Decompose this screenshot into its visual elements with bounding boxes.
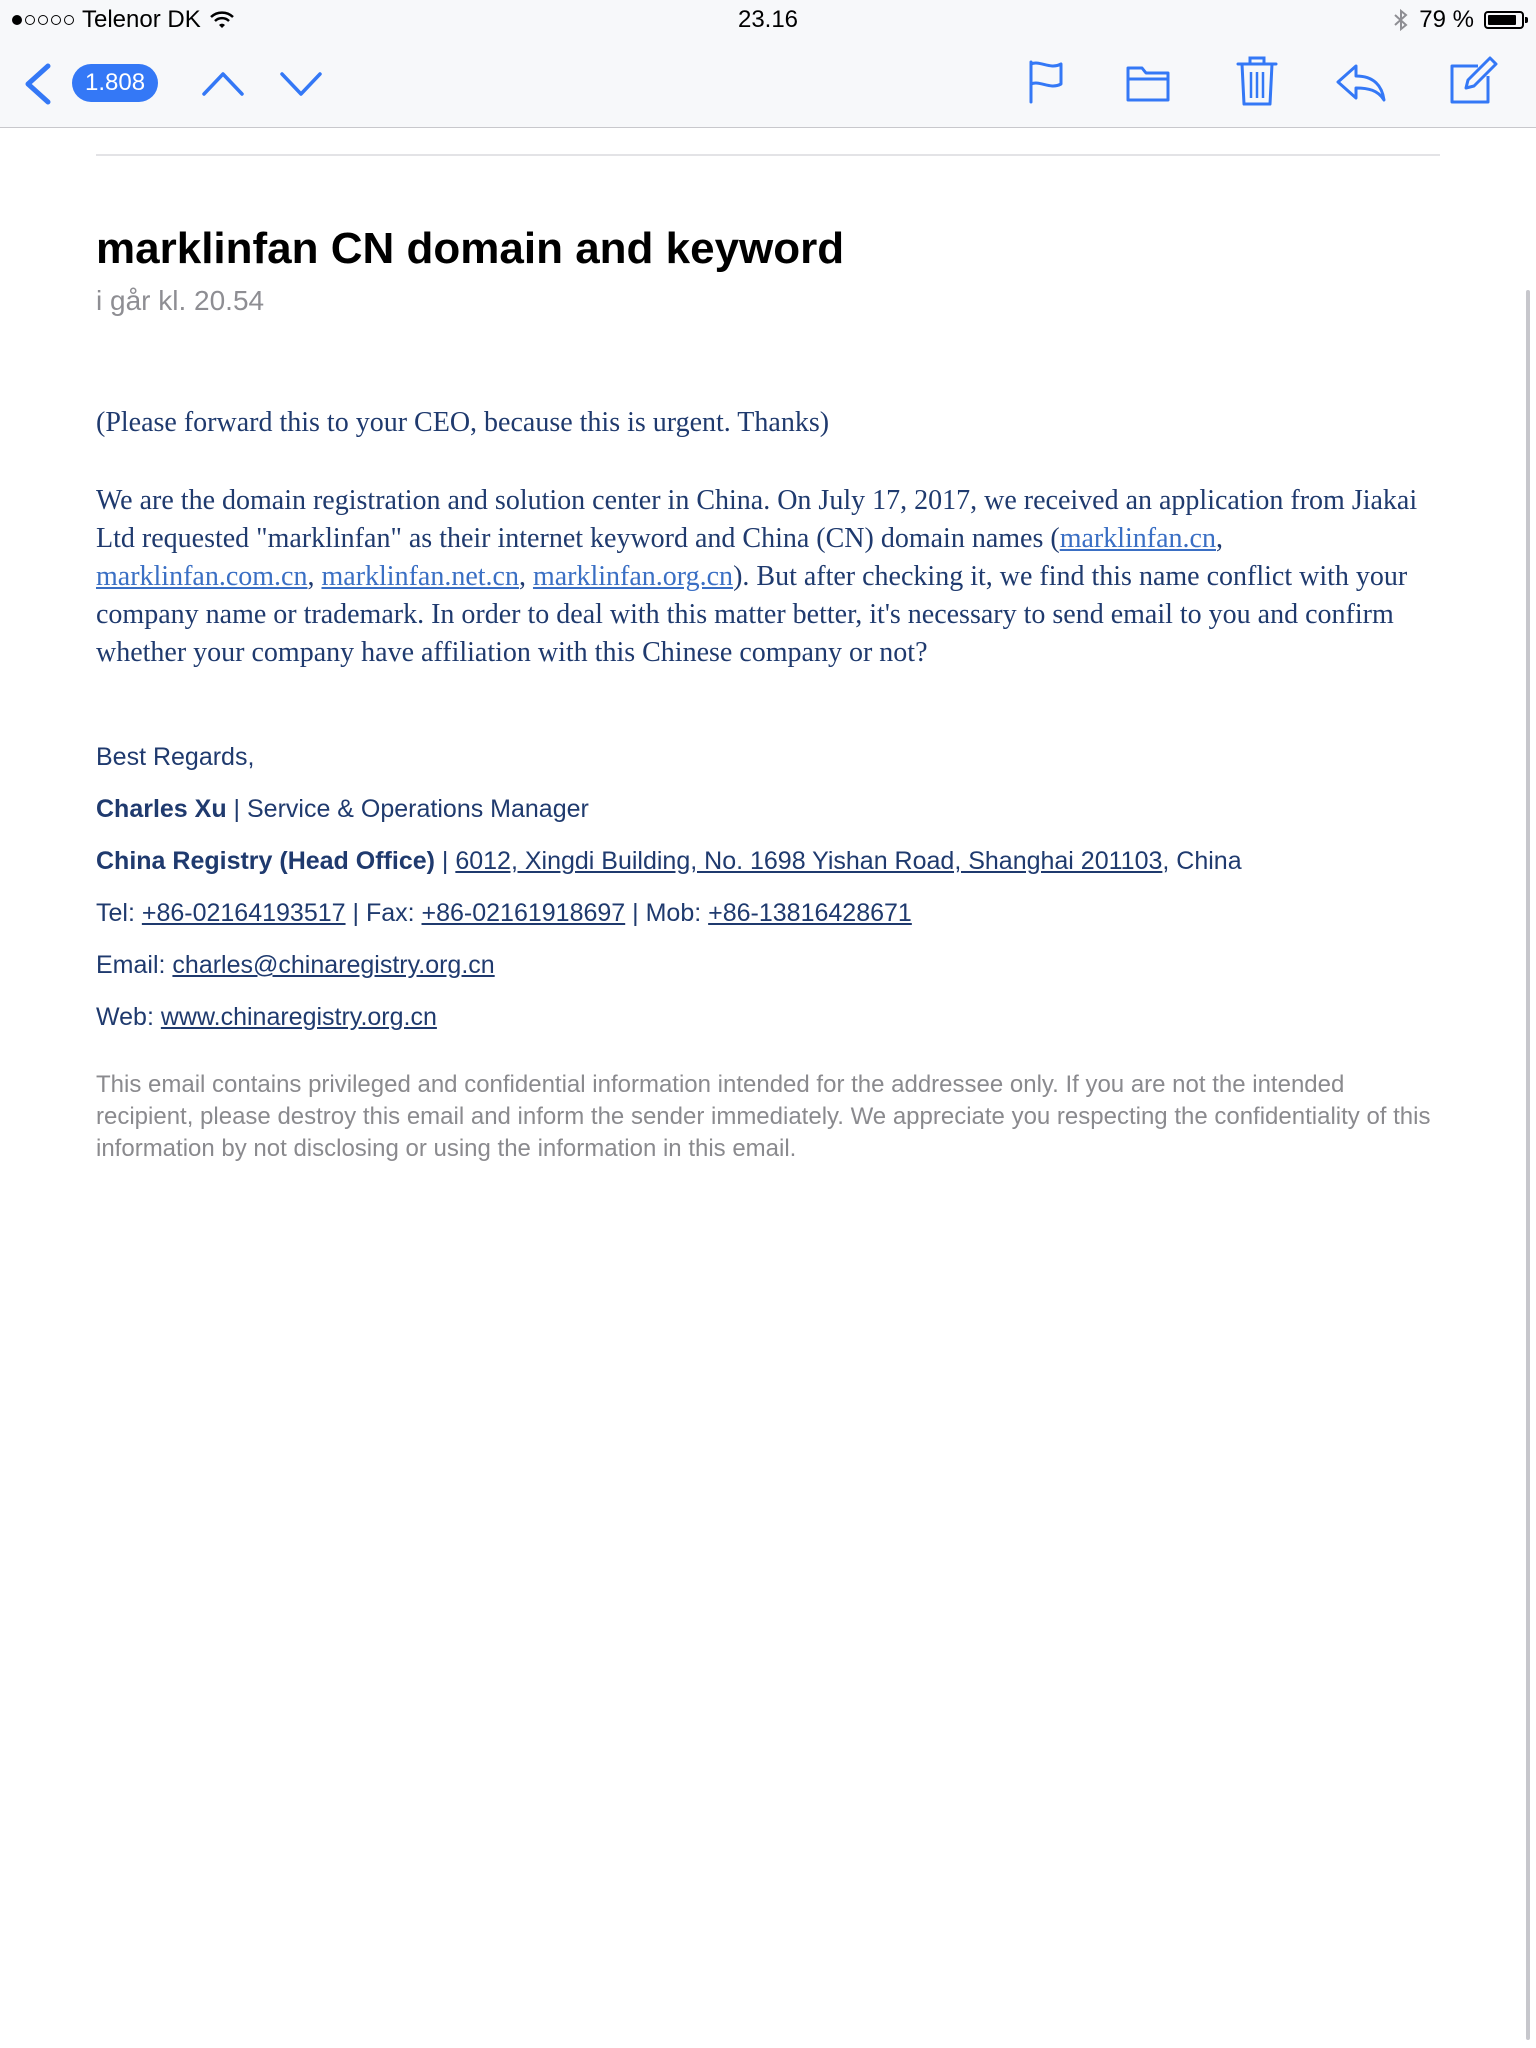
mail-toolbar	[0, 40, 1536, 128]
signature-name-line: Charles Xu | Service & Operations Manager	[96, 795, 589, 823]
confidentiality-disclaimer: This email contains privileged and confidential information intended for the addressee only. If you are not the intended recipient, please destroy this email and inform the sender immediately. We appreciate you respecting the confidentiality of this information by not disclosing or using the information in this email.	[96, 1071, 1431, 1162]
link-domain-net-cn[interactable]: marklinfan.net.cn	[321, 561, 519, 592]
email-date: i går kl. 20.54	[96, 285, 265, 316]
compose-icon[interactable]	[1448, 54, 1498, 106]
bluetooth-icon	[1393, 8, 1409, 32]
status-right	[1393, 6, 1524, 34]
web-label: Web:	[96, 1003, 154, 1031]
fax-link[interactable]: +86-02161918697	[421, 899, 626, 927]
signature-phone-line: Tel: +86-02164193517 | Fax: +86-02161918697 | Mob: +86-13816428671	[96, 899, 912, 927]
main-paragraph: We are the domain registration and solution center in China. On July 17, 2017, we received an application from Jiakai Ltd requested "marklinfan" as their internet keyword and China (CN) domain names (marklinfan.cn, marklinfan.com.cn, marklinfan.net.cn, marklinfan.org.cn). But after checking it, we find this name conflict with your company name or trademark. In order to deal with this matter better, it's necessary to send email to you and confirm whether your company have affiliation with this Chinese company or not?	[96, 485, 1418, 668]
email-label: Email:	[96, 951, 166, 979]
folder-icon[interactable]	[1126, 64, 1170, 102]
email-subject: marklinfan CN domain and keyword	[96, 224, 845, 273]
signature-web-line	[96, 998, 1436, 1050]
greeting: Best Regards,	[96, 743, 255, 771]
tel-label: Tel:	[96, 899, 135, 927]
signature-block	[96, 738, 1436, 1050]
link-domain-org-cn[interactable]: marklinfan.org.cn	[532, 561, 734, 592]
back-chevron-icon[interactable]	[20, 62, 54, 106]
sender-title: Service & Operations Manager	[247, 795, 589, 823]
link-domain-cn[interactable]: marklinfan.cn	[1059, 523, 1216, 554]
previous-message-chevron-up-icon[interactable]	[200, 68, 246, 98]
fax-label: Fax:	[365, 899, 415, 927]
carrier-name: Telenor DK	[82, 6, 201, 33]
paragraph-text: ). But after checking it, we find this name conflict with your company name or trademark. In order to deal with this matter better, it's necessary to send email to you and confirm whether your company have affiliation with this Chinese company or not?	[96, 561, 1408, 668]
reply-icon[interactable]	[1334, 60, 1388, 104]
tel-link[interactable]: +86-02164193517	[141, 899, 346, 927]
header-divider	[96, 154, 1440, 156]
address-link[interactable]: 6012, Xingdi Building, No. 1698 Yishan Road, Shanghai 201103	[455, 847, 1163, 875]
mob-label: Mob:	[645, 899, 702, 927]
country: China	[1176, 847, 1242, 875]
email-body	[96, 404, 1426, 712]
web-link[interactable]: www.chinaregistry.org.cn	[160, 1003, 437, 1031]
message-count-badge[interactable]: 1.808	[72, 64, 158, 102]
status-bar	[0, 0, 1536, 40]
email-link[interactable]: charles@chinaregistry.org.cn	[172, 951, 495, 979]
intro-paragraph: (Please forward this to your CEO, because this is urgent. Thanks)	[96, 407, 830, 438]
next-message-chevron-down-icon[interactable]	[278, 70, 324, 100]
signature-email-line	[96, 946, 1436, 998]
scrollbar[interactable]	[1526, 290, 1530, 2040]
mob-link[interactable]: +86-13816428671	[708, 899, 912, 927]
flag-icon[interactable]	[1026, 58, 1066, 106]
battery-percent: 79 %	[1419, 6, 1474, 33]
signature-company-line: China Registry (Head Office) | 6012, Xingdi Building, No. 1698 Yishan Road, Shanghai 201103, China	[96, 847, 1242, 875]
status-time: 23.16	[737, 6, 799, 33]
paragraph-text: We are the domain registration and solution center in China. On July 17, 2017, we received an application from Jiakai Ltd requested "marklinfan" as their internet keyword and China (CN) domain names (	[96, 485, 1418, 554]
link-domain-com-cn[interactable]: marklinfan.com.cn	[96, 561, 308, 592]
company-name: China Registry (Head Office)	[96, 847, 435, 875]
trash-icon[interactable]	[1236, 54, 1278, 108]
battery-icon	[1484, 11, 1524, 29]
sender-name: Charles Xu	[96, 795, 227, 823]
